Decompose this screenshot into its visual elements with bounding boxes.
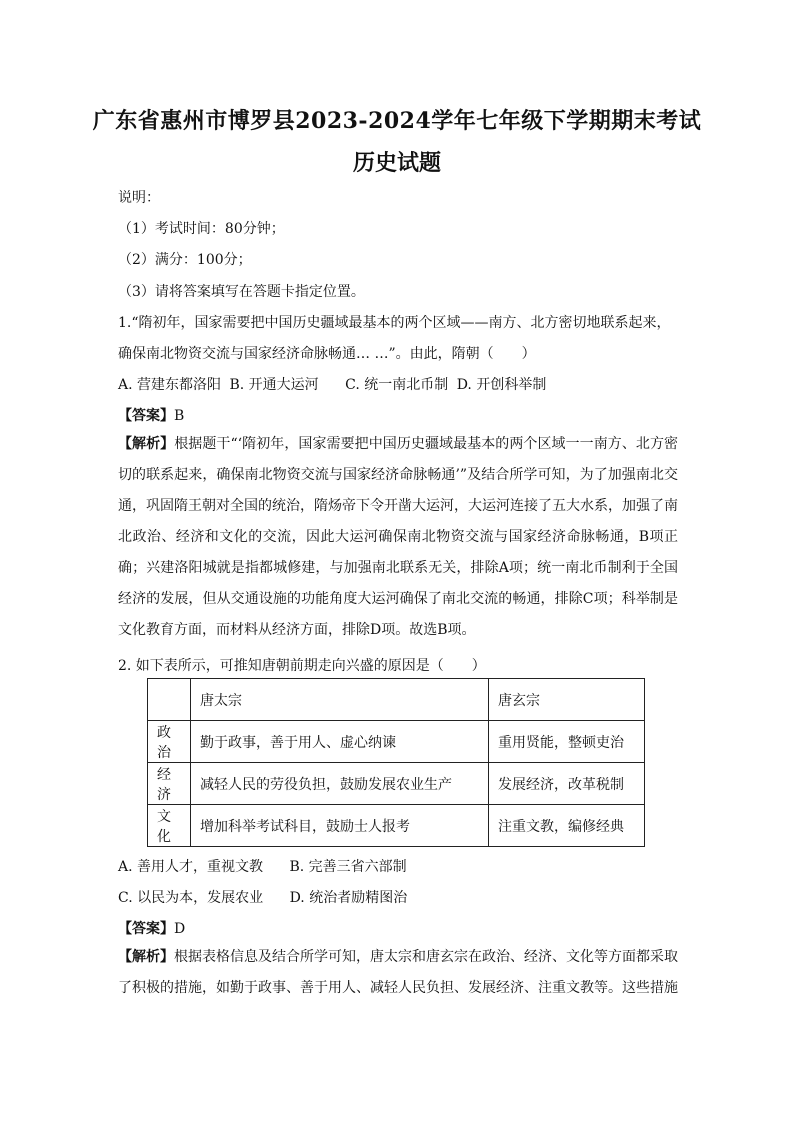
table-header-cell: 唐太宗 [191, 679, 489, 721]
question-2-analysis [118, 942, 678, 1004]
question-1-analysis [118, 429, 678, 646]
analysis-text: 根据题干“‘隋初年，国家需要把中国历史疆域最基本的两个区域一一南方、北方密切的联系起来，确保南北物资交流与国家经济命脉畅通’”及结合所学可知，为了加强南北交通，巩固隋王朝对全国的统治，隋炀帝下令开凿大运河，大运河连接了五大水系，加强了南北政治、经济和文化的交流，因此大运河确保南北物资交流与国家经济命脉畅通，B项正确；兴建洛阳城就是指都城修建，与加强南北联系无关，排除A项；统一南北币制利于全国经济的发展，但从交通设施的功能角度大运河确保了南北交流的畅通，排除C项；科举制是文化教育方面，而材料从经济方面，排除D项。故选B项。 [118, 436, 679, 638]
answer-value: B [174, 408, 185, 424]
table-header-row [148, 679, 645, 721]
analysis-label: 【解析】 [118, 436, 175, 452]
question-1-answer [118, 405, 678, 425]
table-row-label: 文化 [148, 805, 191, 847]
instructions-heading: 说明： [118, 190, 160, 206]
page-title: 广东省惠州市博罗县2023-2024学年七年级下学期期末考试 [92, 108, 702, 134]
table-cell: 发展经济，改革税制 [489, 763, 645, 805]
answer-label: 【答案】 [118, 408, 174, 424]
option-a: A. 营建东都洛阳 [118, 377, 222, 393]
question-1-stem: 1.“隋初年，国家需要把中国历史疆域最基本的两个区域——南方、北方密切地联系起来， [118, 315, 671, 331]
question-2-stem: 2. 如下表所示，可推知唐朝前期走向兴盛的原因是（ ） [118, 658, 486, 674]
page-subtitle: 历史试题 [352, 150, 441, 176]
option-d: D. 统治者励精图治 [289, 890, 408, 906]
option-b: B. 完善三省六部制 [289, 859, 407, 875]
option-b: B. 开通大运河 [229, 377, 319, 393]
table-row-label: 政治 [148, 721, 191, 763]
answer-value: D [174, 921, 186, 937]
table-cell: 增加科举考试科目，鼓励士人报考 [191, 805, 489, 847]
table-row [148, 763, 645, 805]
option-a: A. 善用人才，重视文教 [118, 859, 264, 875]
analysis-text: 根据表格信息及结合所学可知，唐太宗和唐玄宗在政治、经济、文化等方面都采取了积极的措施，如勤于政事、善于用人、减轻人民负担、发展经济、注重文教等。这些措施 [118, 949, 678, 996]
table-cell: 重用贤能，整顿吏治 [489, 721, 645, 763]
answer-label: 【答案】 [118, 921, 174, 937]
table-row [148, 721, 645, 763]
table-cell: 减轻人民的劳役负担，鼓励发展农业生产 [191, 763, 489, 805]
option-c: C. 以民为本，发展农业 [118, 890, 264, 906]
table-cell: 注重文教，编修经典 [489, 805, 645, 847]
table-cell: 勤于政事，善于用人、虚心纳谏 [191, 721, 489, 763]
option-d: D. 开创科举制 [456, 377, 547, 393]
table-row-label: 经济 [148, 763, 191, 805]
question-2-answer [118, 918, 678, 938]
question-1-stem-cont: 确保南北物资交流与国家经济命脉畅通… …”。由此，隋朝（ ） [118, 346, 536, 362]
comparison-table [147, 678, 645, 847]
question-1-options [118, 374, 678, 394]
table-row [148, 805, 645, 847]
question-2-options-row1 [118, 856, 678, 876]
table-header-cell: 唐玄宗 [489, 679, 645, 721]
instruction-item: （1）考试时间：80分钟； [118, 221, 285, 237]
option-c: C. 统一南北币制 [345, 377, 449, 393]
table-cell [148, 679, 191, 721]
instruction-item: （2）满分：100分； [118, 252, 252, 268]
question-2-options-row2 [118, 887, 678, 907]
analysis-label: 【解析】 [118, 949, 174, 965]
instruction-item: （3）请将答案填写在答题卡指定位置。 [118, 284, 365, 300]
